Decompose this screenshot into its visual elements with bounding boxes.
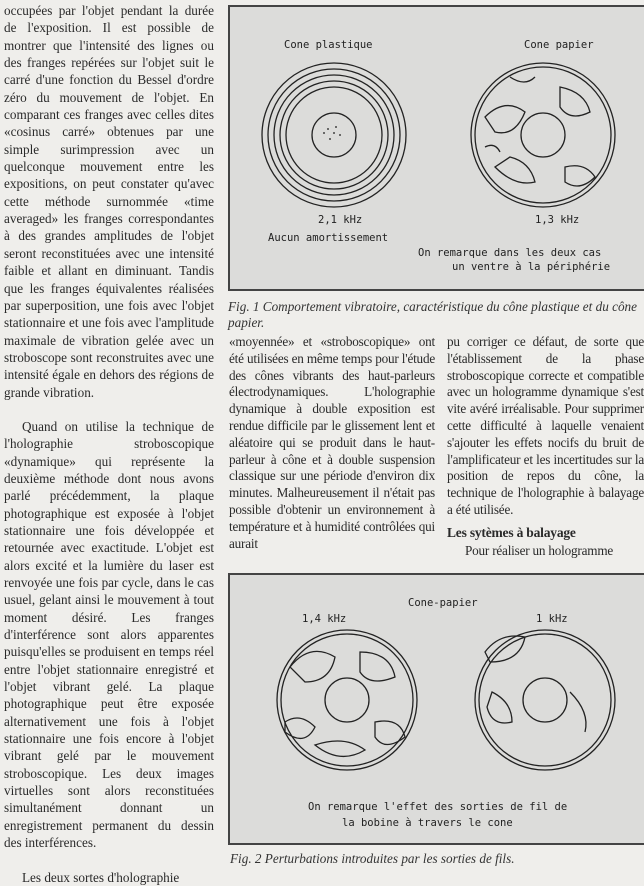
paragraph: pu corriger ce défaut, de sorte que l'établissement de la phase stroboscopique correcte et compatible avec un hologramme dynamique s'est vite avéré irréalisable. Pour supprimer cette difficulté à laquelle venaient s'ajouter les effets nocifs du bruit de l'amplificateur et les incertitudes sur la position de repos du cône, la technique de l'holographie à balayage a été utilisée. — [447, 334, 644, 517]
frequency-label: 1,3 kHz — [535, 214, 580, 226]
right-text-column — [447, 334, 644, 560]
frequency-label: 2,1 kHz — [318, 214, 363, 226]
paragraph: occupées par l'objet pendant la durée de l'exposition. Il est possible de montrer que l'intensité des lignes ou des franges repérées sur l'objet suit le carré d'une fonction du Bessel d'ordre zéro du mouvement de l'objet. En comparant ces franges avec celles dites «cosinus carré» obtenues par une simple surimpression avec un quelconque mouvement entre les expositions, on peut constater qu'avec cette méthode surnommée «time averaged» les franges correspondantes à des grandes amplitudes de l'objet seront reconstituées avec une intensité faible et allant en diminuant. Tandis que les franges équivalentes réalisées par superposition, une fois avec l'objet stationnaire et une fois avec l'amplitude maximale de vibration gelée avec un stroboscope sont reconstruites avec une intensité égale en dehors des régions de grande vibration. — [4, 3, 214, 400]
cone-diagram-1khz — [475, 630, 615, 770]
frequency-label: 1,4 kHz — [302, 613, 347, 625]
figure-title: Cone-papier — [408, 597, 478, 609]
figure-2-caption: Fig. 2 Perturbations introduites par les sorties de fils. — [230, 851, 515, 866]
figure-2 — [228, 573, 644, 845]
figure-1-caption: Fig. 1 Comportement vibratoire, caractéristique du cône plastique et du cône papier. — [228, 299, 637, 330]
cone-diagram-1-4khz — [277, 630, 417, 770]
figure-note: On remarque l'effet des sorties de fil de — [308, 801, 568, 813]
paragraph: «moyennée» et «stroboscopique» ont été utilisées en même temps pour l'étude des cônes vibrants des haut-parleurs électrodynamiques. L'holographie dynamique à double exposition est rendue difficile par le glissement lent et aléatoire qui se produit dans le haut-parleur à cône et à double suspension classique sur une période d'environ dix minutes. Malheureusement il n'était pas possible d'obtenir un environnement à température et à humidité contrôlées qui aurait — [229, 334, 435, 551]
frequency-label: 1 kHz — [536, 613, 568, 625]
plastic-cone-diagram — [262, 63, 406, 207]
figure-note: On remarque dans les deux cas — [418, 247, 602, 259]
figure-note: un ventre à la périphérie — [452, 261, 611, 273]
paragraph: Quand on utilise la technique de l'holographie stroboscopique «dynamique» qui représente la deuxième méthode dont nous avons parlé précédemment, la plaque photographique est exposée à l'objet stationnaire une fois développée et retournée avec exactitude. L'objet est alors excité et la lumière du laser est renvoyée une fois par cycle, dans le cas usuel, gelant ainsi le mouvement à tout moment désiré. Les franges d'interférence sont alors apparentes puisqu'elles se produisent en temps réel entre l'objet stationnaire enregistré et l'objet vibrant gelé. La plaque photographique peut être exposée alternativement une fois à l'objet stationnaire une fois encore à l'objet vibrant gelé par le mouvement stroboscopique. Les deux images virtuelles sont alors reconstituées simultanément donnant un enregistrement permanent du dessin des interférences. — [4, 418, 214, 851]
paragraph: Les deux sortes d'holographie — [22, 869, 180, 885]
paragraph: Pour réaliser un hologramme — [465, 542, 614, 558]
figure-label: Cone papier — [524, 39, 594, 51]
left-text-column — [4, 2, 214, 886]
figure-note: Aucun amortissement — [268, 232, 389, 244]
paper-cone-diagram — [471, 63, 615, 207]
section-heading: Les sytèmes à balayage — [447, 524, 576, 540]
figure-note: la bobine à travers le cone — [342, 817, 513, 829]
middle-text-column — [229, 334, 435, 552]
center-dots — [323, 126, 341, 140]
figure-1 — [228, 5, 644, 291]
figure-label: Cone plastique — [284, 39, 373, 51]
